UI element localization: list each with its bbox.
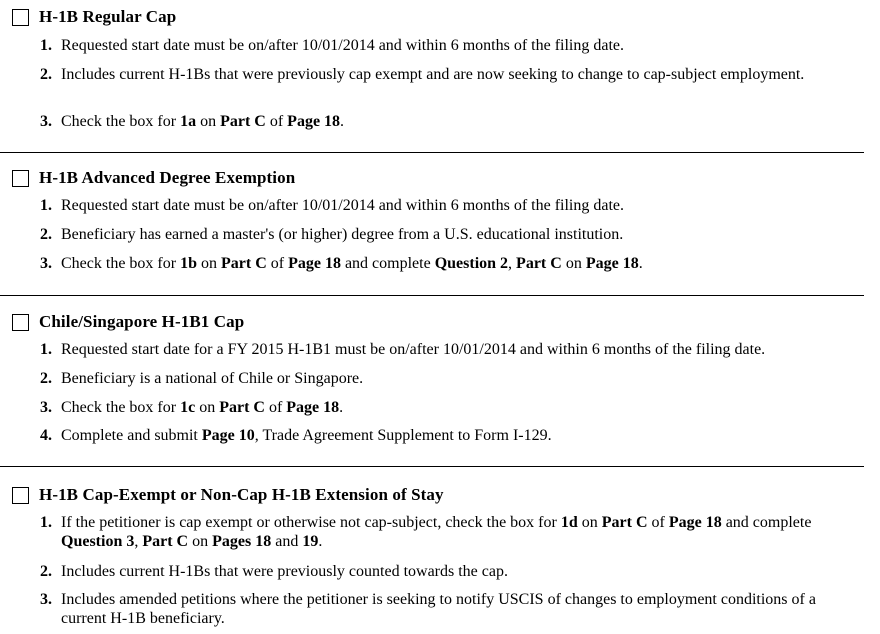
- item-number: 1.: [40, 514, 52, 531]
- cap-exempt-checkbox[interactable]: [12, 487, 29, 504]
- item-text: Check the box for 1a on Part C of Page 18.: [61, 113, 345, 130]
- chile-singapore-checkbox[interactable]: [12, 314, 29, 331]
- section-1-header: [12, 7, 176, 27]
- section-2-header: [12, 168, 295, 188]
- section-divider: [0, 295, 864, 296]
- item-text: Requested start date must be on/after 10/01/2014 and within 6 months of the filing date.: [61, 197, 624, 214]
- list-item: [40, 398, 862, 417]
- item-text: Check the box for 1c on Part C of Page 18.: [61, 399, 344, 416]
- section-3-header: [12, 312, 244, 332]
- item-text: Includes current H-1Bs that were previously cap exempt and are now seeking to change to cap-subject employment.: [61, 66, 805, 83]
- item-number: 2.: [40, 563, 52, 580]
- item-number: 1.: [40, 341, 52, 358]
- item-text: Includes current H-1Bs that were previously counted towards the cap.: [61, 563, 508, 580]
- item-number: 1.: [40, 37, 52, 54]
- item-text: Requested start date for a FY 2015 H-1B1 must be on/after 10/01/2014 and within 6 months of the filing date.: [61, 341, 766, 358]
- section-4-header: [12, 485, 444, 505]
- section-3-title: Chile/Singapore H-1B1 Cap: [39, 312, 245, 331]
- item-number: 2.: [40, 370, 52, 387]
- list-item: [40, 340, 862, 359]
- item-number: 2.: [40, 226, 52, 243]
- item-text: Includes amended petitions where the petitioner is seeking to notify USCIS of changes to employment conditions of a current H-1B beneficiary.: [61, 591, 816, 627]
- list-item: [40, 369, 862, 388]
- list-item: [40, 426, 862, 445]
- h1b-regular-cap-checkbox[interactable]: [12, 9, 29, 26]
- section-1-title: H-1B Regular Cap: [39, 7, 177, 26]
- item-text: Check the box for 1b on Part C of Page 18 and complete Question 2, Part C on Page 18.: [61, 255, 643, 272]
- list-item: [40, 513, 862, 551]
- item-number: 1.: [40, 197, 52, 214]
- list-item: [40, 65, 862, 84]
- item-number: 3.: [40, 591, 52, 608]
- list-item: [40, 196, 862, 215]
- item-number: 2.: [40, 66, 52, 83]
- item-text: If the petitioner is cap exempt or otherwise not cap-subject, check the box for 1d on Part C of Page 18 and complete Question 3, Part C on Pages 18 and 19.: [61, 514, 812, 550]
- section-2-title: H-1B Advanced Degree Exemption: [39, 168, 296, 187]
- list-item: [40, 112, 862, 131]
- list-item: [40, 36, 862, 55]
- h1b-advanced-degree-checkbox[interactable]: [12, 170, 29, 187]
- item-text: Requested start date must be on/after 10/01/2014 and within 6 months of the filing date.: [61, 37, 624, 54]
- list-item: [40, 254, 862, 273]
- list-item: [40, 562, 862, 581]
- item-text: Complete and submit Page 10, Trade Agreement Supplement to Form I-129.: [61, 427, 552, 444]
- item-number: 3.: [40, 113, 52, 130]
- item-number: 3.: [40, 255, 52, 272]
- list-item: [40, 590, 862, 628]
- item-number: 3.: [40, 399, 52, 416]
- item-number: 4.: [40, 427, 52, 444]
- section-divider: [0, 152, 864, 153]
- section-divider: [0, 466, 864, 467]
- item-text: Beneficiary is a national of Chile or Singapore.: [61, 370, 364, 387]
- item-text: Beneficiary has earned a master's (or higher) degree from a U.S. educational institution.: [61, 226, 624, 243]
- section-4-title: H-1B Cap-Exempt or Non-Cap H-1B Extension of Stay: [39, 485, 444, 504]
- list-item: [40, 225, 862, 244]
